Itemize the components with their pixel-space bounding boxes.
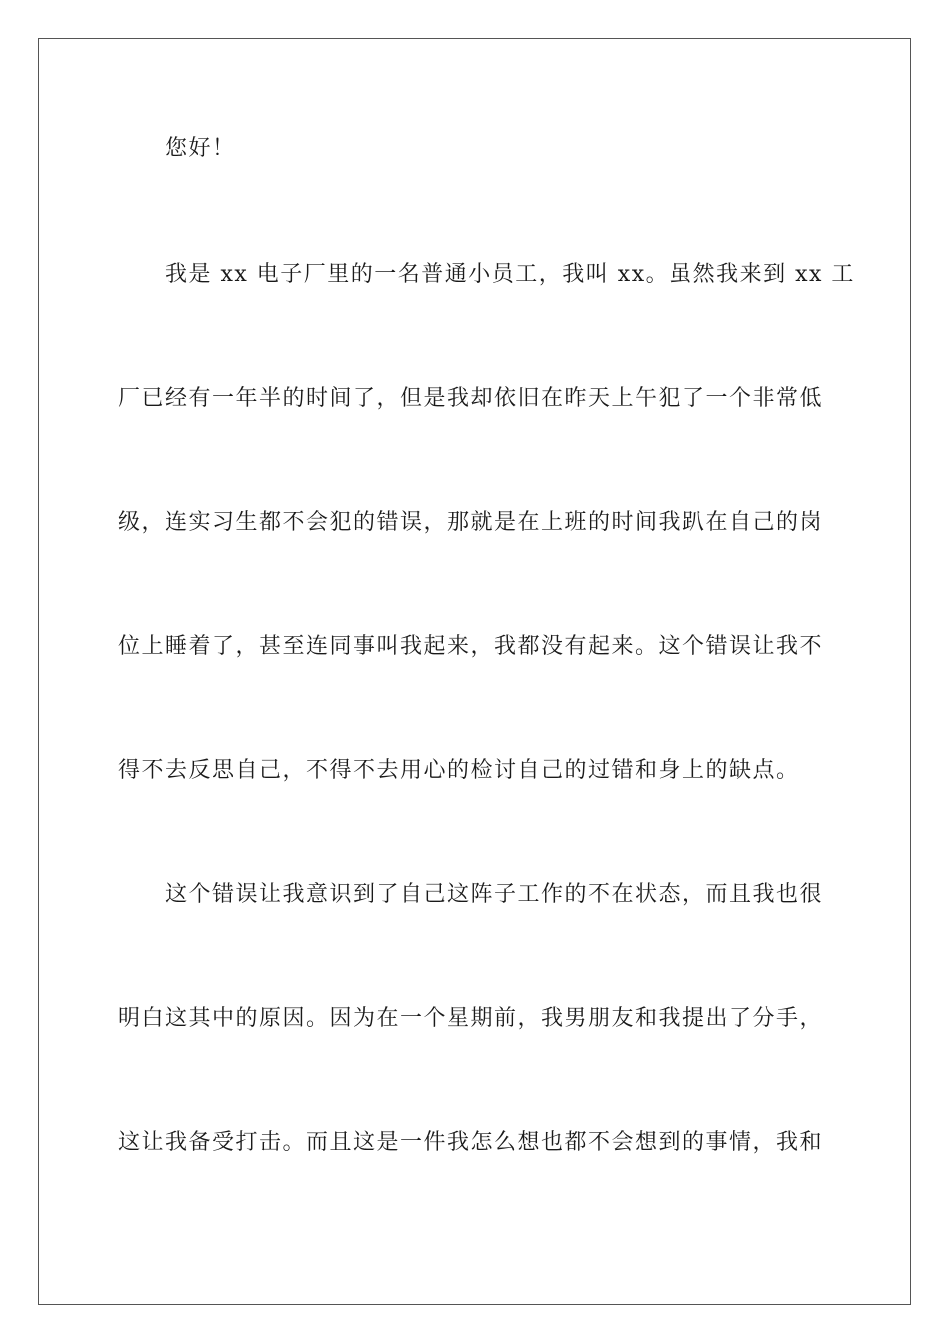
- paragraph-1-line-2: 厂已经有一年半的时间了，但是我却依旧在昨天上午犯了一个非常低: [118, 386, 824, 411]
- paragraph-2-line-2: 明白这其中的原因。因为在一个星期前，我男朋友和我提出了分手，: [118, 1006, 824, 1031]
- paragraph-1-line-5: 得不去反思自己，不得不去用心的检讨自己的过错和身上的缺点。: [118, 758, 800, 783]
- paragraph-2-line-1: 这个错误让我意识到了自己这阵子工作的不在状态，而且我也很: [165, 882, 824, 907]
- paragraph-2-line-3: 这让我备受打击。而且这是一件我怎么想也都不会想到的事情，我和: [118, 1130, 824, 1155]
- paragraph-1-line-3: 级，连实习生都不会犯的错误，那就是在上班的时间我趴在自己的岗: [118, 510, 824, 535]
- greeting-line: 您好！: [165, 136, 236, 161]
- page-border: [38, 38, 911, 1305]
- paragraph-1-line-1: 我是 xx 电子厂里的一名普通小员工，我叫 xx。虽然我来到 xx 工: [165, 262, 855, 287]
- paragraph-1-line-4: 位上睡着了，甚至连同事叫我起来，我都没有起来。这个错误让我不: [118, 634, 824, 659]
